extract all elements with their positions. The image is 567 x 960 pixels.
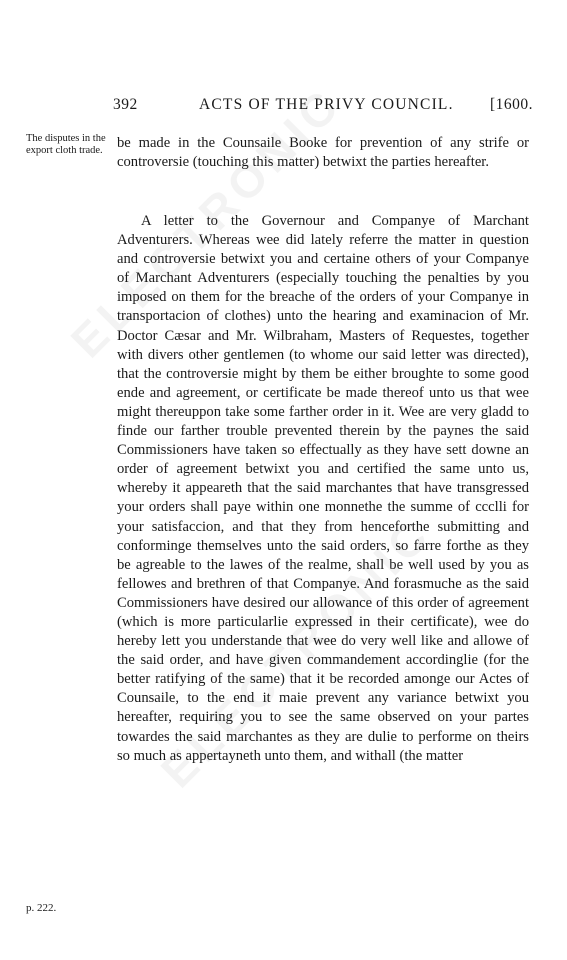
- running-title: ACTS OF THE PRIVY COUNCIL.: [199, 96, 454, 113]
- header-year: [1600.: [489, 96, 533, 113]
- paragraph-letter: A letter to the Governour and Companye of Marchant Adventurers. Whereas wee did lately referre the matter in question and controversie betwixt you and certaine others of your Companye of Marchant Adventurers (especially touching the penalties by you imposed on them for the breache of the orders of your Companye in transportacion of clothes) unto the hearing and examinacion of Mr. Doctor Cæsar and Mr. Wilbraham, Masters of Requestes, together with divers other gentlemen (to whome our said letter was directed), that the controversie might by them be either broughte to some good ende and agreement, or certificate be made thereof unto us that wee might thereuppon take some farther order in it. Wee are very gladd to finde our farther trouble prevented therein by the paynes the said Commissioners have taken so effectually as they have sett downe an order of agreement betwixt you and certified the same unto us, whereby it appeareth that the said marchantes that have transgressed your orders shall paye within one monnethe the summe of ccclli for your satisfaccion, and that they from henceforthe submitting and conforminge themselves unto the said orders, so farre forthe as they be agreable to the lawes of the realme, shall be well used by you as fellowes and brethren of that Companye. And forasmuche as the said Commissioners have desired our allowance of this order of agreement (which is more particularlie expressed in their certificate), wee do hereby lett you understande that wee do very well like and allowe of the said order, and have given commandement accordinglie (for the better ratifying of the same) that it be recorded amonge our Actes of Counsaile, to the end it maie prevent any variance betwixt you hereafter, requiring you to see the same observed on your partes towardes the said marchantes as they are dulie to performe on theirs so much as appertayneth unto them, and withall (the matter: [117, 213, 529, 764]
- running-header: [113, 96, 533, 120]
- marginal-note: The disputes in the export cloth trade.: [26, 133, 106, 156]
- page-number: 392: [113, 96, 138, 113]
- paragraph-continuation: be made in the Counsaile Booke for prevention of any strife or controversie (touching this matter) betwixt the parties hereafter.: [117, 135, 529, 171]
- marginal-page-reference: p. 222.: [26, 902, 57, 914]
